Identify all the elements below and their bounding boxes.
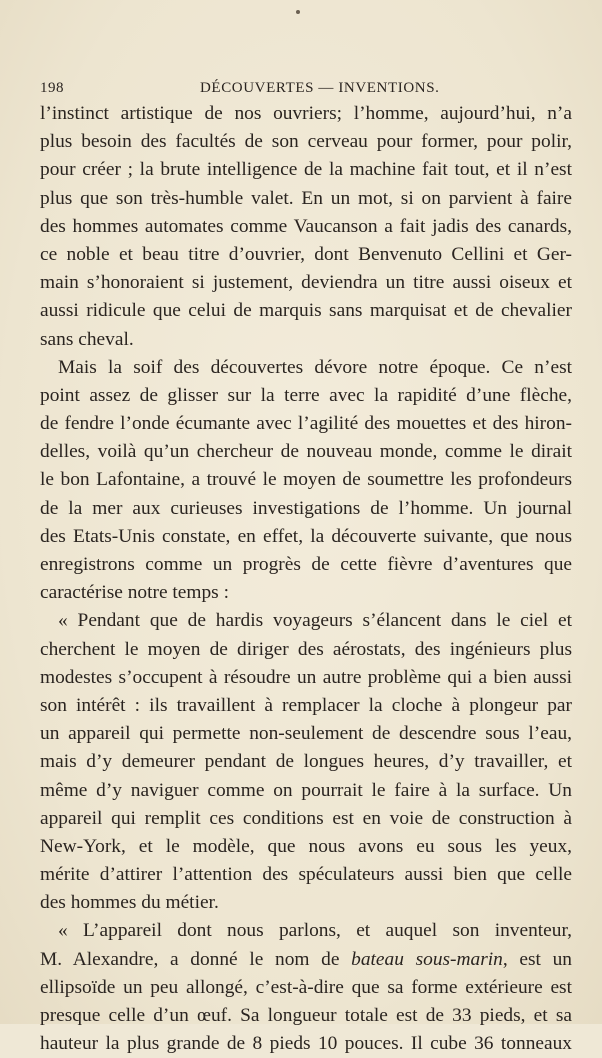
text-line: le bon Lafontaine, a trouvé le moyen de soumettre les profondeurs xyxy=(40,469,572,491)
text-line: Mais la soif des découvertes dévore notre époque. Ce n’est xyxy=(58,356,572,378)
text-run: , est un xyxy=(502,948,572,970)
text-line: « L’appareil dont nous parlons, et auquel son inventeur, xyxy=(58,920,572,942)
text-line: l’instinct artistique de nos ouvriers; l’homme, aujourd’hui, n’a xyxy=(40,103,572,124)
text-line: « Pendant que de hardis voyageurs s’élancent dans le ciel et xyxy=(58,610,572,632)
body-text xyxy=(40,100,572,1058)
text-line: des hommes automates comme Vaucanson a fait jadis des canards, xyxy=(40,215,572,237)
text-line: des hommes du métier. xyxy=(40,892,219,914)
text-line: New-York, et le modèle, que nous avons eu sous les yeux, xyxy=(40,835,572,857)
text-line: modestes s’occupent à résoudre un autre problème qui a bien aussi xyxy=(40,666,572,688)
text-line: cherchent le moyen de diriger des aérostats, des ingénieurs plus xyxy=(40,638,572,660)
running-title: DÉCOUVERTES — INVENTIONS. xyxy=(200,80,440,96)
text-line: son intérêt : ils travaillent à remplacer la cloche à plongeur par xyxy=(40,694,572,716)
text-line: plus que son très-humble valet. En un mot, si on parvient à faire xyxy=(40,187,572,209)
page-number: 198 xyxy=(40,80,64,96)
text-line: delles, voilà qu’un chercheur de nouveau monde, comme le dirait xyxy=(40,441,572,463)
text-line: aussi ridicule que celui de marquis sans marquisat et de chevalier xyxy=(40,300,572,322)
text-line: même d’y naviguer comme on pourrait le faire à la surface. Un xyxy=(40,779,572,801)
text-line: un appareil qui permette non-seulement de descendre sous l’eau, xyxy=(40,723,572,745)
text-run: M. Alexandre, a donné le nom de xyxy=(40,948,352,970)
text-line: presque celle d’un œuf. Sa longueur totale est de 33 pieds, et sa xyxy=(40,1005,572,1026)
text-line: caractérise notre temps : xyxy=(40,582,229,604)
text-line: mérite d’attirer l’attention des spéculateurs aussi bien que celle xyxy=(40,864,572,886)
text-line: appareil qui remplit ces conditions est en voie de construction à xyxy=(40,807,572,829)
italic-term: bateau sous-marin xyxy=(351,948,503,970)
paper-speck xyxy=(296,10,300,14)
running-head xyxy=(40,80,570,102)
text-line: mais d’y demeurer pendant de longues heures, d’y travailler, et xyxy=(40,751,572,773)
text-line: de la mer aux curieuses investigations de l’homme. Un journal xyxy=(40,497,572,519)
text-line: ce noble et beau titre d’ouvrier, dont Benvenuto Cellini et Ger- xyxy=(40,243,572,265)
text-line: plus besoin des facultés de son cerveau pour former, pour polir, xyxy=(40,131,572,153)
text-line xyxy=(40,946,572,974)
text-line: de fendre l’onde écumante avec l’agilité des mouettes et des hiron- xyxy=(40,413,572,435)
text-line: hauteur la plus grande de 8 pieds 10 pouces. Il cube 36 tonneaux xyxy=(40,1033,572,1055)
text-line: des Etats-Unis constate, en effet, la découverte suivante, que nous xyxy=(40,525,572,547)
text-line: main s’honoraient si justement, deviendra un titre aussi oiseux et xyxy=(40,272,572,294)
text-line: ellipsoïde un peu allongé, c’est-à-dire que sa forme extérieure est xyxy=(40,976,572,998)
text-line: enregistrons comme un progrès de cette fièvre d’aventures que xyxy=(40,554,572,575)
text-line: pour créer ; la brute intelligence de la machine fait tout, et il n’est xyxy=(40,159,572,181)
text-line: point assez de glisser sur la terre avec la rapidité d’une flèche, xyxy=(40,384,572,406)
text-line: sans cheval. xyxy=(40,328,134,350)
